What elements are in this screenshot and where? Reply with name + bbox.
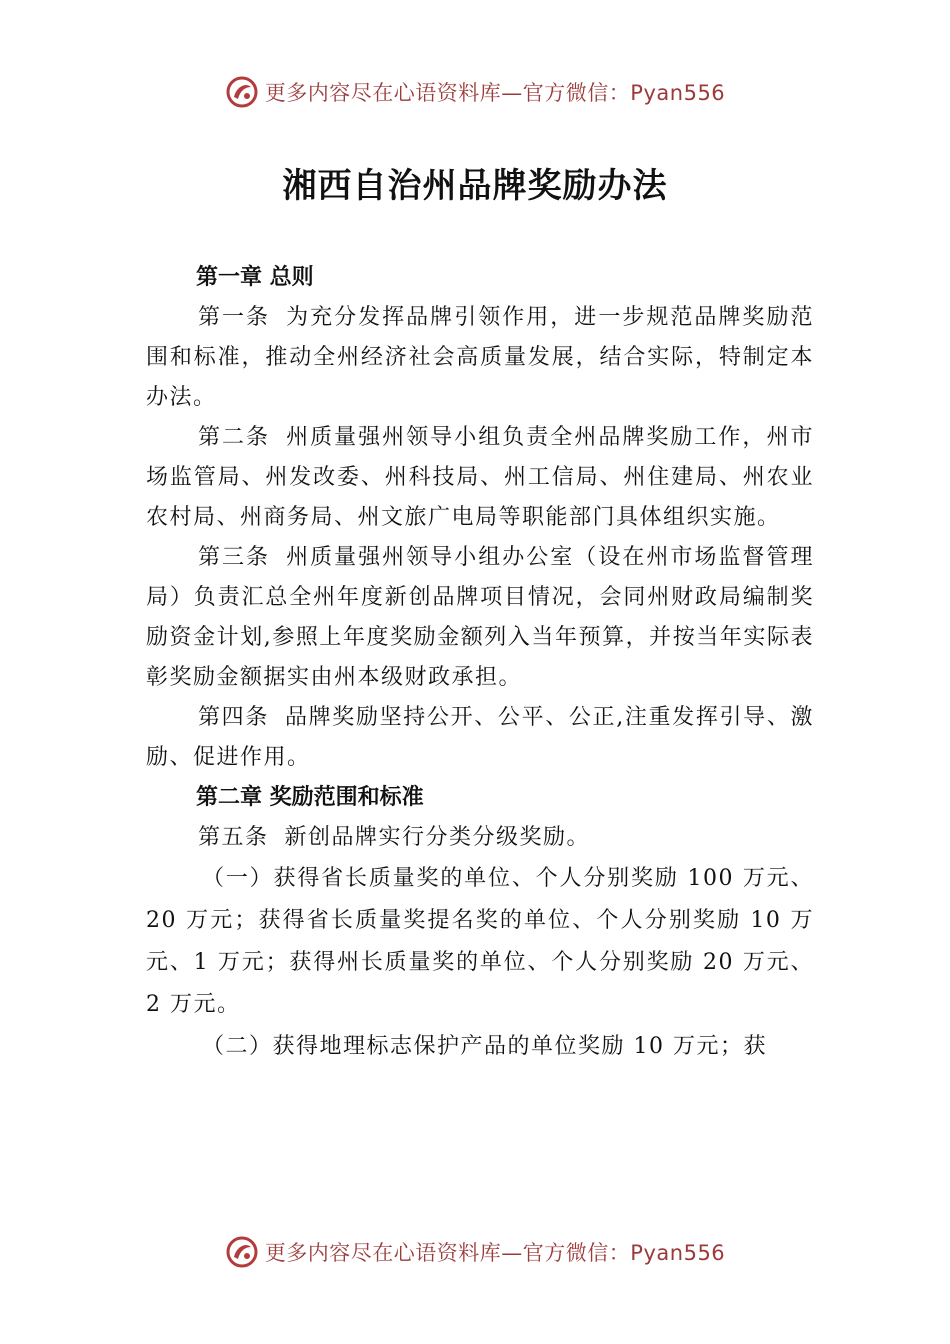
article-text: 品牌奖励坚持公开、公平、公正,注重发挥引导、激励、促进作用。 <box>146 705 814 770</box>
red-circle-logo-icon <box>225 75 259 109</box>
article-label: 第四条 <box>198 705 269 730</box>
article-paragraph <box>146 538 814 698</box>
article-text: 新创品牌实行分类分级奖励。 <box>284 825 591 850</box>
article-text: 州质量强州领导小组办公室（设在州市场监督管理局）负责汇总全州年度新创品牌项目情况，会同州财政局编制奖励资金计划,参照上年度奖励金额列入当年预算，并按当年实际表彰奖励金额据实由州本级财政承担。 <box>146 545 814 690</box>
red-circle-logo-icon <box>225 1235 259 1269</box>
chapter-heading: 第一章 总则 <box>196 265 314 290</box>
chapter-heading: 第二章 奖励范围和标准 <box>196 785 424 810</box>
watermark-text: 更多内容尽在心语资料库—官方微信：Pyan556 <box>264 81 726 105</box>
article-label: 第三条 <box>198 545 271 570</box>
article-paragraph <box>146 818 814 858</box>
article-label: 第二条 <box>198 425 271 450</box>
document-title: 湘西自治州品牌奖励办法 <box>282 166 668 206</box>
header-watermark <box>0 72 950 112</box>
watermark-text: 更多内容尽在心语资料库—官方微信：Pyan556 <box>264 1241 726 1265</box>
article-label: 第五条 <box>198 825 269 850</box>
article-text: 为充分发挥品牌引领作用，进一步规范品牌奖励范围和标准，推动全州经济社会高质量发展，结合实际，特制定本办法。 <box>146 305 814 410</box>
list-item: （一）获得省长质量奖的单位、个人分别奖励 100 万元、20 万元；获得省长质量奖提名奖的单位、个人分别奖励 10 万元、1 万元；获得州长质量奖的单位、个人分别奖励 20 万元、2 万元。 <box>146 866 814 1017</box>
document-body <box>146 258 814 1068</box>
article-label: 第一条 <box>198 305 271 330</box>
footer-watermark <box>0 1232 950 1272</box>
article-paragraph <box>146 698 814 778</box>
article-paragraph <box>146 418 814 538</box>
article-text: 州质量强州领导小组负责全州品牌奖励工作，州市场监管局、州发改委、州科技局、州工信局、州住建局、州农业农村局、州商务局、州文旅广电局等职能部门具体组织实施。 <box>146 425 814 530</box>
list-item: （二）获得地理标志保护产品的单位奖励 10 万元；获 <box>202 1034 767 1059</box>
article-paragraph <box>146 298 814 418</box>
